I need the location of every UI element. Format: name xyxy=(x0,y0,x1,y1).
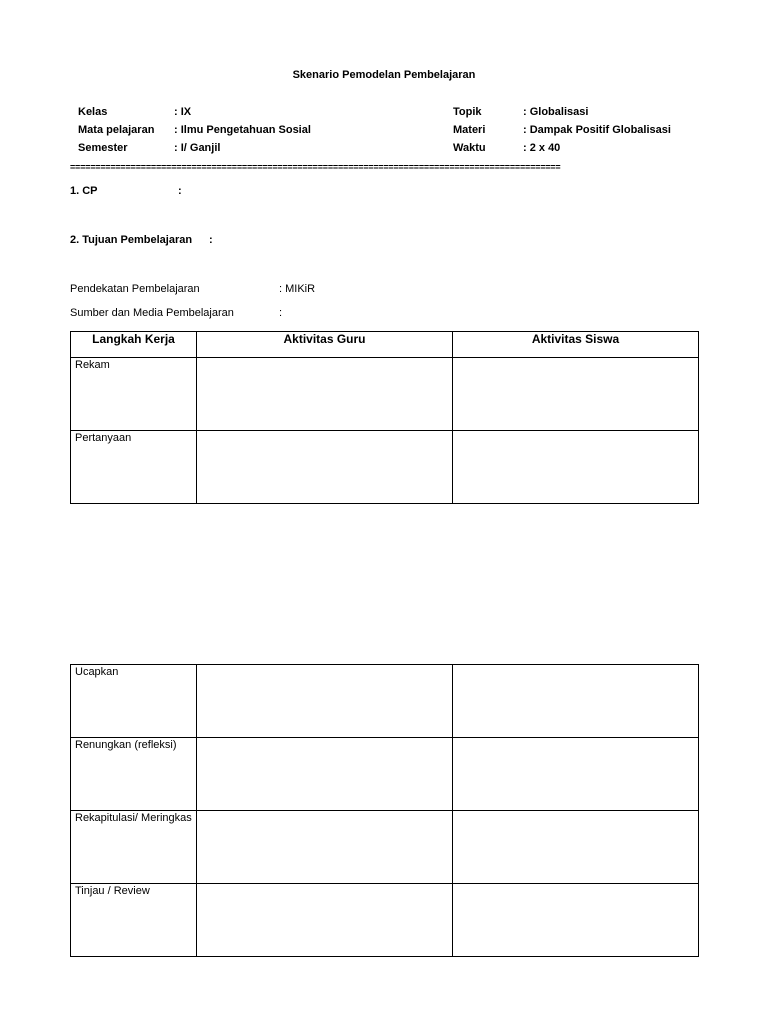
kelas-value: : IX xyxy=(174,106,192,118)
guru-cell[interactable] xyxy=(197,884,453,957)
section-tujuan-colon: : xyxy=(209,234,213,246)
siswa-cell[interactable] xyxy=(453,431,699,504)
section-tujuan-label: 2. Tujuan Pembelajaran xyxy=(70,234,193,246)
sumber-label: Sumber dan Media Pembelajaran xyxy=(70,307,234,319)
document-title: Skenario Pemodelan Pembelajaran xyxy=(292,69,476,81)
table-row xyxy=(71,358,699,431)
step-label: Ucapkan xyxy=(75,666,119,678)
step-label: Renungkan (refleksi) xyxy=(75,739,177,751)
table-row xyxy=(71,811,699,884)
waktu-value: : 2 x 40 xyxy=(523,142,561,154)
step-cell xyxy=(71,738,197,811)
table-row xyxy=(71,738,699,811)
step-cell xyxy=(71,431,197,504)
siswa-cell[interactable] xyxy=(453,811,699,884)
step-label: Tinjau / Review xyxy=(75,885,150,897)
kelas-label: Kelas xyxy=(78,106,108,118)
table-row xyxy=(71,884,699,957)
step-cell xyxy=(71,884,197,957)
guru-cell[interactable] xyxy=(197,358,453,431)
guru-cell[interactable] xyxy=(197,811,453,884)
table-header-row xyxy=(71,332,699,358)
pendekatan-value: : MIKiR xyxy=(279,283,316,295)
header-aktivitas-siswa: Aktivitas Siswa xyxy=(453,332,699,358)
step-label: Pertanyaan xyxy=(75,432,132,444)
siswa-cell[interactable] xyxy=(453,884,699,957)
pendekatan-label: Pendekatan Pembelajaran xyxy=(70,283,200,295)
activity-table-bottom xyxy=(70,664,699,957)
section-cp-label: 1. CP xyxy=(70,185,98,197)
siswa-cell[interactable] xyxy=(453,358,699,431)
topik-value: : Globalisasi xyxy=(523,106,589,118)
table-row xyxy=(71,431,699,504)
materi-label: Materi xyxy=(453,124,486,136)
guru-cell[interactable] xyxy=(197,665,453,738)
materi-value: : Dampak Positif Globalisasi xyxy=(523,124,671,136)
step-label: Rekapitulasi/ Meringkas xyxy=(75,812,192,824)
siswa-cell[interactable] xyxy=(453,665,699,738)
table-row xyxy=(71,665,699,738)
guru-cell[interactable] xyxy=(197,431,453,504)
step-cell xyxy=(71,665,197,738)
activity-table-top xyxy=(70,331,699,504)
header-separator: ================================================================================================= xyxy=(70,162,561,172)
guru-cell[interactable] xyxy=(197,738,453,811)
semester-label: Semester xyxy=(78,142,128,154)
section-cp-colon: : xyxy=(178,185,182,197)
mata-pelajaran-value: : Ilmu Pengetahuan Sosial xyxy=(174,124,311,136)
header-langkah-kerja: Langkah Kerja xyxy=(71,332,197,358)
waktu-label: Waktu xyxy=(453,142,486,154)
header-aktivitas-guru: Aktivitas Guru xyxy=(197,332,453,358)
semester-value: : I/ Ganjil xyxy=(174,142,221,154)
step-cell xyxy=(71,358,197,431)
sumber-value: : xyxy=(279,307,283,319)
siswa-cell[interactable] xyxy=(453,738,699,811)
topik-label: Topik xyxy=(453,106,482,118)
step-label: Rekam xyxy=(75,359,110,371)
step-cell xyxy=(71,811,197,884)
mata-pelajaran-label: Mata pelajaran xyxy=(78,124,155,136)
